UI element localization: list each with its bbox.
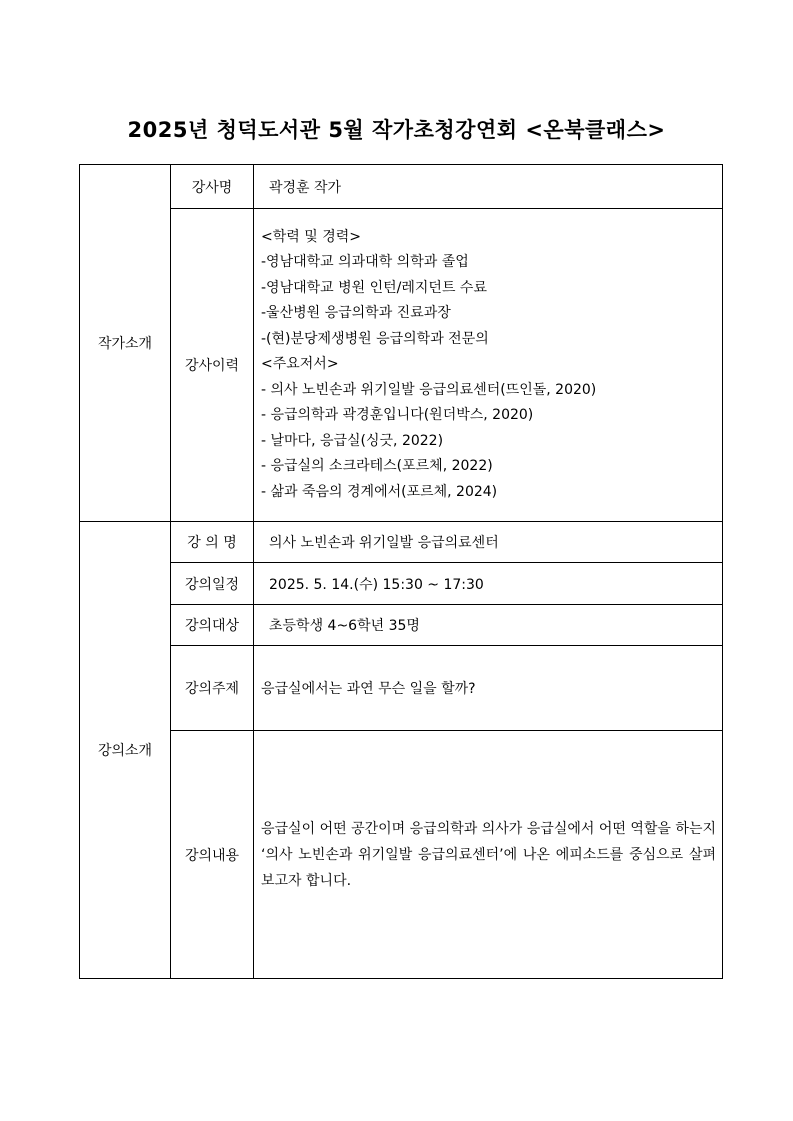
career-line: <주요저서> (261, 356, 339, 373)
career-line: - 응급실의 소크라테스(포르체, 2022) (261, 458, 493, 475)
lecture-title-row (80, 522, 723, 563)
career-line: -영남대학교 의과대학 의학과 졸업 (261, 254, 469, 271)
lecture-content-label: 강의내용 (171, 731, 254, 979)
lecturer-career-row (80, 209, 723, 522)
lecturer-name-value: 곽경훈 작가 (254, 165, 723, 209)
lecturer-career-label: 강사이력 (171, 209, 254, 522)
lecture-title-value: 의사 노빈손과 위기일발 응급의료센터 (254, 522, 723, 563)
document-title: 2025년 청덕도서관 5월 작가초청강연회 <온북클래스> (127, 118, 666, 142)
career-line: <학력 및 경력> (261, 228, 361, 245)
lecturer-name-row (80, 165, 723, 209)
lecture-title-label: 강 의 명 (171, 522, 254, 563)
lecturer-career-value (254, 209, 723, 522)
lecture-info-table (79, 164, 723, 979)
lecture-schedule-label: 강의일정 (171, 563, 254, 605)
lecture-schedule-value: 2025. 5. 14.(수) 15:30 ~ 17:30 (254, 563, 723, 605)
career-line: - 날마다, 응급실(싱긋, 2022) (261, 432, 444, 449)
lecture-audience-row (80, 605, 723, 646)
lecture-audience-label: 강의대상 (171, 605, 254, 646)
lecture-topic-row (80, 646, 723, 731)
career-line: -울산병원 응급의학과 진료과장 (261, 305, 451, 322)
career-line: - 삶과 죽음의 경계에서(포르체, 2024) (261, 483, 498, 500)
lecture-content-row (80, 731, 723, 979)
lecturer-name-label: 강사명 (171, 165, 254, 209)
career-line: -(현)분당제생병원 응급의학과 전문의 (261, 330, 489, 347)
career-line: -영남대학교 병원 인턴/레지던트 수료 (261, 279, 487, 296)
lecture-content-value: 응급실이 어떤 공간이며 응급의학과 의사가 응급실에서 어떤 역할을 하는지 ‘의사 노빈손과 위기일발 응급의료센터’에 나온 에피소드를 중심으로 살펴보고자 합니다. (254, 731, 723, 979)
lecture-topic-value: 응급실에서는 과연 무슨 일을 할까? (254, 646, 723, 731)
career-line: - 의사 노빈손과 위기일발 응급의료센터(뜨인돌, 2020) (261, 381, 597, 398)
career-line: - 응급의학과 곽경훈입니다(원더박스, 2020) (261, 407, 534, 424)
lecture-audience-value: 초등학생 4~6학년 35명 (254, 605, 723, 646)
lecture-topic-label: 강의주제 (171, 646, 254, 731)
author-section-label: 작가소개 (80, 165, 171, 522)
lecture-schedule-row (80, 563, 723, 605)
lecture-section-label: 강의소개 (80, 522, 171, 979)
